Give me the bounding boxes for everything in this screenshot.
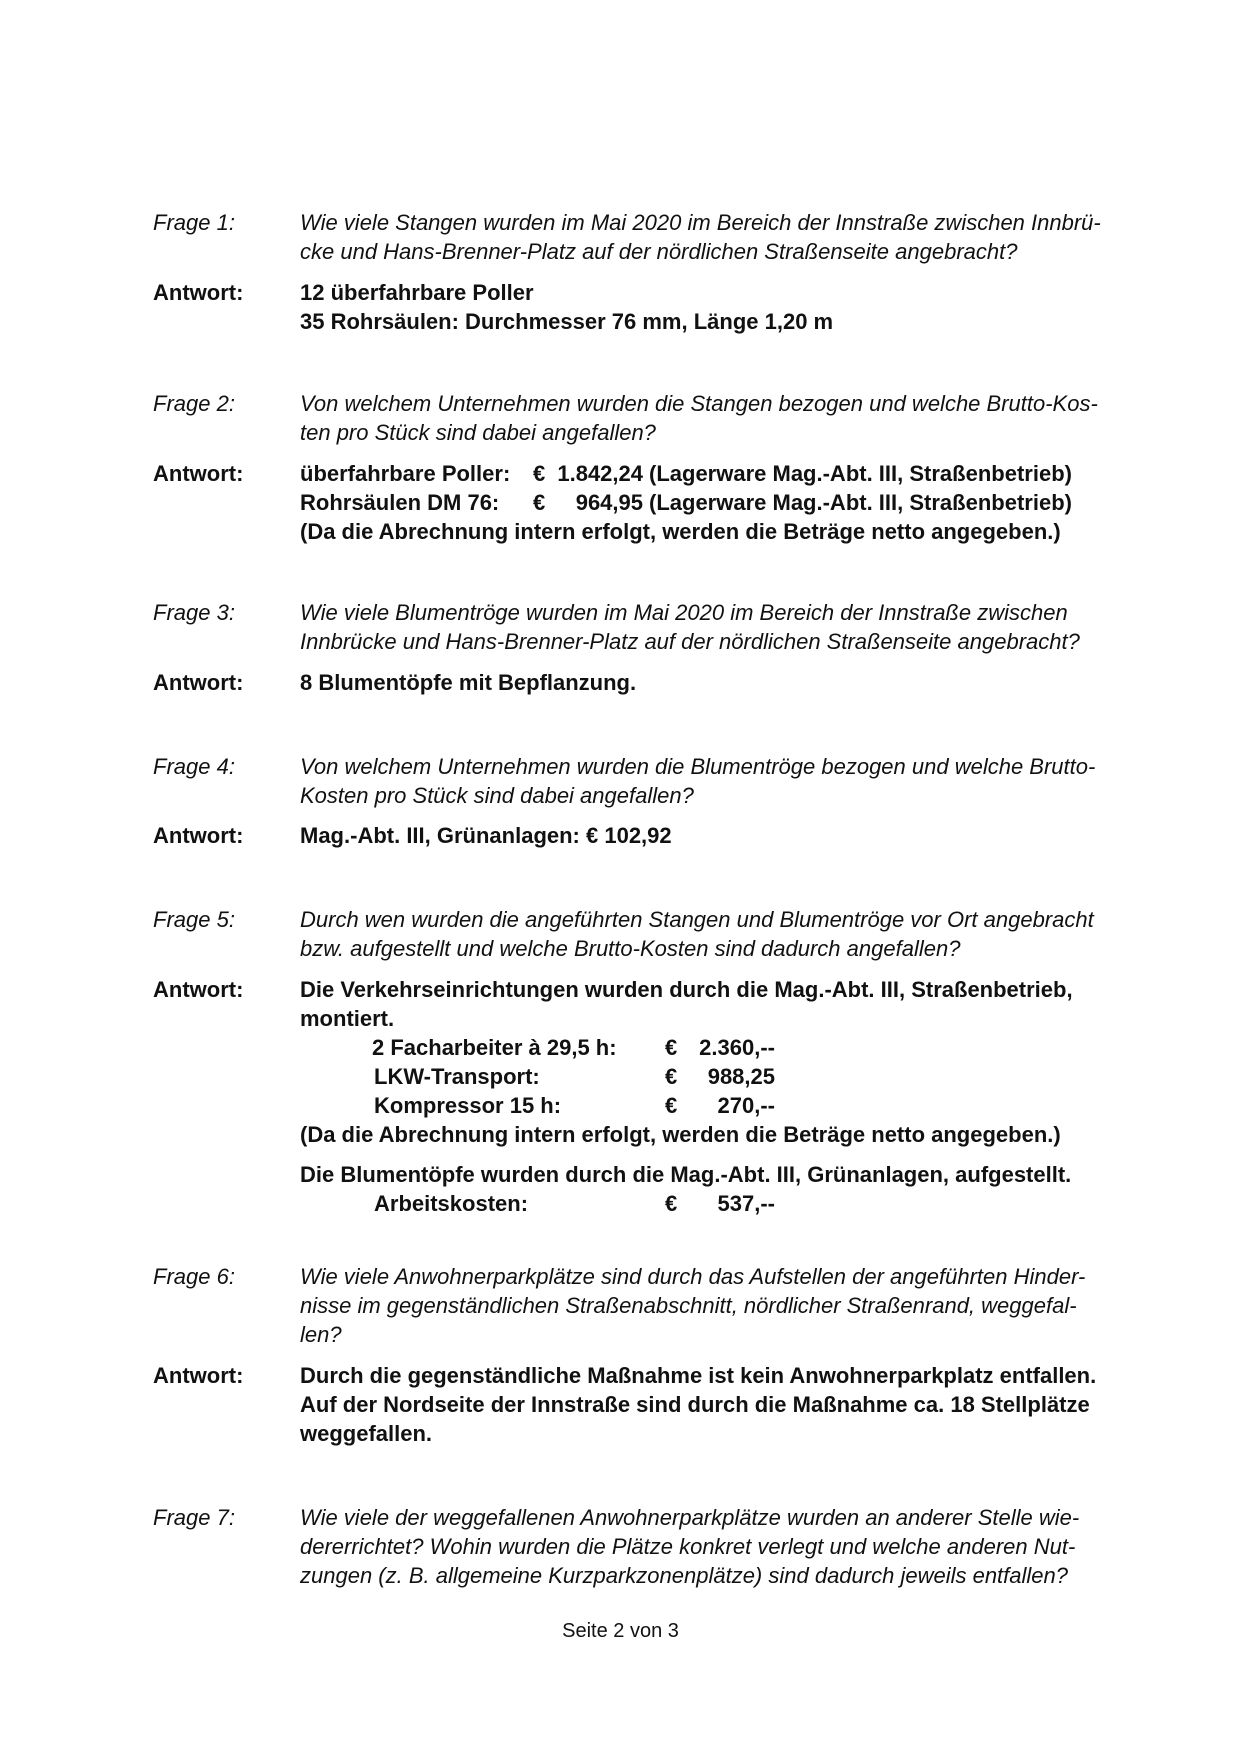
answer-text	[300, 278, 1133, 336]
answer-label: Antwort:	[153, 670, 244, 695]
text-line: Wie viele Stangen wurden im Mai 2020 im Bereich der Innstraße zwischen Innbrü-	[300, 210, 1101, 235]
question-4	[153, 752, 1133, 810]
answer-4	[153, 821, 1133, 850]
cost-note: (Lagerware Mag.-Abt. III, Straßenbetrieb)	[649, 490, 1072, 515]
answer-label: Antwort:	[153, 823, 244, 848]
answer-label: Antwort:	[153, 1363, 244, 1388]
currency: €	[533, 490, 546, 515]
cost-item: Kompressor 15 h:	[374, 1093, 562, 1118]
answer-1	[153, 278, 1133, 336]
text-line: Wie viele der weggefallenen Anwohnerparkplätze wurden an anderer Stelle wie-	[300, 1505, 1080, 1530]
text-line: zungen (z. B. allgemeine Kurzparkzonenplätze) sind dadurch jeweils entfallen?	[300, 1563, 1069, 1588]
cost-row	[300, 459, 1133, 488]
answer-label: Antwort:	[153, 280, 244, 305]
cost-amount: 2.360,--	[699, 1035, 775, 1060]
cost-amount: 537,--	[717, 1191, 775, 1216]
text-line: Kosten pro Stück sind dabei angefallen?	[300, 783, 694, 808]
text-line: dererrichtet? Wohin wurden die Plätze konkret verlegt und welche anderen Nut-	[300, 1534, 1076, 1559]
currency: €	[665, 1035, 678, 1060]
answer-2	[153, 459, 1133, 546]
question-2	[153, 389, 1133, 447]
cost-item: überfahrbare Poller:	[300, 461, 511, 486]
currency: €	[665, 1093, 678, 1118]
answer-text	[300, 668, 1133, 697]
cost-item: LKW-Transport:	[374, 1064, 540, 1089]
question-5	[153, 905, 1133, 963]
answer-5	[153, 975, 1133, 1218]
cost-row	[300, 488, 1133, 517]
text-line: Mag.-Abt. III, Grünanlagen: € 102,92	[300, 823, 672, 848]
answer-text	[300, 975, 1133, 1218]
answer-text	[300, 459, 1133, 546]
answer-text	[300, 821, 1133, 850]
answer-3	[153, 668, 1133, 697]
remark: (Da die Abrechnung intern erfolgt, werden die Beträge netto angegeben.)	[300, 519, 1061, 544]
answer-label: Antwort:	[153, 977, 244, 1002]
text-line: 8 Blumentöpfe mit Bepflanzung.	[300, 670, 637, 695]
question-label: Frage 6:	[153, 1264, 235, 1289]
text-line: Wie viele Anwohnerparkplätze sind durch das Aufstellen der angeführten Hinder-	[300, 1264, 1086, 1289]
question-label: Frage 7:	[153, 1505, 235, 1530]
question-text	[300, 752, 1133, 810]
cost-item: Rohrsäulen DM 76:	[300, 490, 500, 515]
answer-label: Antwort:	[153, 461, 244, 486]
cost-amount: 988,25	[707, 1064, 775, 1089]
text-line: ten pro Stück sind dabei angefallen?	[300, 420, 656, 445]
text-line: 12 überfahrbare Poller	[300, 280, 534, 305]
text-line: Auf der Nordseite der Innstraße sind durch die Maßnahme ca. 18 Stellplätze	[300, 1392, 1090, 1417]
text-line: Durch die gegenständliche Maßnahme ist kein Anwohnerparkplatz entfallen.	[300, 1363, 1097, 1388]
question-text	[300, 1262, 1133, 1349]
text-line: Von welchem Unternehmen wurden die Stangen bezogen und welche Brutto-Kos-	[300, 391, 1098, 416]
cost-item: Arbeitskosten:	[374, 1191, 529, 1216]
question-text	[300, 598, 1133, 656]
cost-row	[300, 1091, 1133, 1120]
text-line: bzw. aufgestellt und welche Brutto-Kosten sind dadurch angefallen?	[300, 936, 961, 961]
cost-amount: 1.842,24	[557, 461, 643, 486]
text-line: Innbrücke und Hans-Brenner-Platz auf der nördlichen Straßenseite angebracht?	[300, 629, 1080, 654]
question-1	[153, 208, 1133, 266]
answer-6	[153, 1361, 1133, 1448]
cost-row	[300, 1062, 1133, 1091]
text-line: 35 Rohrsäulen: Durchmesser 76 mm, Länge 1,20 m	[300, 309, 834, 334]
currency: €	[665, 1064, 678, 1089]
text-line: Die Verkehrseinrichtungen wurden durch die Mag.-Abt. III, Straßenbetrieb,	[300, 977, 1073, 1002]
text-line: Durch wen wurden die angeführten Stangen und Blumentröge vor Ort angebracht	[300, 907, 1094, 932]
cost-row	[300, 1189, 1133, 1218]
text-line: nisse im gegenständlichen Straßenabschnitt, nördlicher Straßenrand, weggefal-	[300, 1293, 1077, 1318]
cost-item: 2 Facharbeiter à 29,5 h:	[372, 1035, 617, 1060]
text-line: weggefallen.	[300, 1421, 433, 1446]
question-text	[300, 905, 1133, 963]
question-label: Frage 1:	[153, 210, 235, 235]
page-number: Seite 2 von 3	[562, 1620, 679, 1642]
question-text	[300, 389, 1133, 447]
currency: €	[533, 461, 546, 486]
question-label: Frage 4:	[153, 754, 235, 779]
cost-row	[300, 1033, 1133, 1062]
question-label: Frage 3:	[153, 600, 235, 625]
text-line: Von welchem Unternehmen wurden die Blumentröge bezogen und welche Brutto-	[300, 754, 1096, 779]
text-line: len?	[300, 1322, 342, 1347]
question-6	[153, 1262, 1133, 1349]
question-text	[300, 1503, 1133, 1590]
text-line: montiert.	[300, 1006, 395, 1031]
text-line: cke und Hans-Brenner-Platz auf der nördlichen Straßenseite angebracht?	[300, 239, 1018, 264]
text-line: Wie viele Blumentröge wurden im Mai 2020 im Bereich der Innstraße zwischen	[300, 600, 1068, 625]
question-7	[153, 1503, 1133, 1590]
currency: €	[665, 1191, 678, 1216]
question-label: Frage 5:	[153, 907, 235, 932]
cost-amount: 270,--	[717, 1093, 775, 1118]
cost-amount: 964,95	[575, 490, 643, 515]
cost-note: (Lagerware Mag.-Abt. III, Straßenbetrieb)	[649, 461, 1072, 486]
answer-text	[300, 1361, 1133, 1448]
remark: (Da die Abrechnung intern erfolgt, werden die Beträge netto angegeben.)	[300, 1122, 1061, 1147]
question-text	[300, 208, 1133, 266]
question-3	[153, 598, 1133, 656]
text-line: Die Blumentöpfe wurden durch die Mag.-Abt. III, Grünanlagen, aufgestellt.	[300, 1162, 1072, 1187]
question-label: Frage 2:	[153, 391, 235, 416]
